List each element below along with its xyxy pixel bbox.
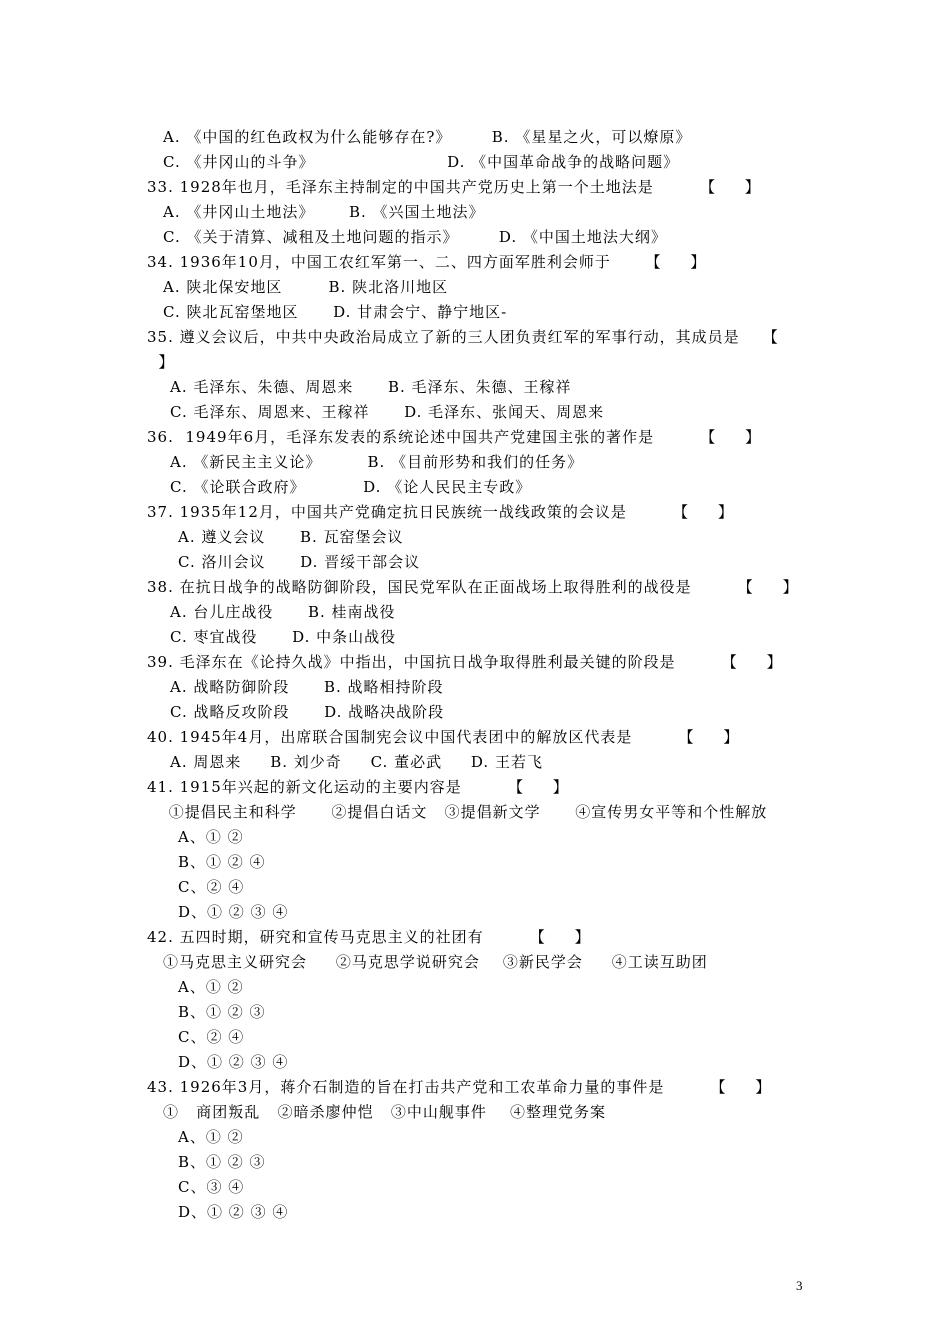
text-line: A. 周恩来 B. 刘少奇 C. 董必武 D. 王若飞 [170, 753, 543, 771]
text-line: C. 毛泽东、周恩来、王稼祥 D. 毛泽东、张闻天、周恩来 [170, 403, 605, 421]
text-line: 39. 毛泽东在《论持久战》中指出，中国抗日战争取得胜利最关键的阶段是 【 】 [147, 653, 783, 671]
text-line: A. 《新民主主义论》 B. 《目前形势和我们的任务》 [170, 453, 584, 471]
text-line: ①马克思主义研究会 ②马克思学说研究会 ③新民学会 ④工读互助团 [163, 953, 708, 971]
text-line: ①提倡民主和科学 ②提倡白话文 ③提倡新文学 ④宣传男女平等和个性解放 [163, 803, 768, 821]
text-line: C、② ④ [178, 878, 245, 896]
text-line: B、① ② ③ [178, 1003, 266, 1021]
text-line: A. 毛泽东、朱德、周恩来 B. 毛泽东、朱德、王稼祥 [170, 378, 572, 396]
page-number: 3 [796, 1278, 803, 1293]
text-line: 43. 1926年3月，蒋介石制造的旨在打击共产党和工农革命力量的事件是 【 】 [147, 1078, 772, 1096]
text-line: 42. 五四时期，研究和宣传马克思主义的社团有 【 】 [147, 928, 591, 946]
text-line: C. 陕北瓦窑堡地区 D. 甘肃会宁、静宁地区- [163, 303, 508, 321]
text-line: 33. 1928年也月，毛泽东主持制定的中国共产党历史上第一个土地法是 【 】 [147, 178, 761, 196]
text-line: ① 商团叛乱 ②暗杀廖仲恺 ③中山舰事件 ④整理党务案 [163, 1103, 606, 1121]
text-line: 41. 1915年兴起的新文化运动的主要内容是 【 】 [147, 778, 569, 796]
text-line: A. 《井冈山土地法》 B. 《兴国土地法》 [163, 203, 485, 221]
text-line: A. 《中国的红色政权为什么能够存在?》 B. 《星星之火，可以燎原》 [163, 128, 692, 146]
text-line: 40. 1945年4月，出席联合国制宪会议中国代表团中的解放区代表是 【 】 [147, 728, 740, 746]
text-line: 】 [147, 353, 175, 371]
text-line: 36. 1949年6月，毛泽东发表的系统论述中国共产党建国主张的著作是 【 】 [147, 428, 762, 446]
text-line: C. 洛川会议 D. 晋绥干部会议 [178, 553, 421, 571]
text-line: B、① ② ④ [178, 853, 266, 871]
text-line: C. 战略反攻阶段 D. 战略决战阶段 [170, 703, 445, 721]
text-line: 38. 在抗日战争的战略防御阶段，国民党军队在正面战场上取得胜利的战役是 【 】 [147, 578, 799, 596]
text-line: A、① ② [178, 828, 244, 846]
text-line: A. 战略防御阶段 B. 战略相持阶段 [170, 678, 444, 696]
text-line: C、③ ④ [178, 1178, 245, 1196]
text-line: D、① ② ③ ④ [178, 1203, 289, 1221]
text-line: 37. 1935年12月，中国共产党确定抗日民族统一战线政策的会议是 【 】 [147, 503, 734, 521]
text-line: B、① ② ③ [178, 1153, 266, 1171]
text-line: C. 枣宜战役 D. 中条山战役 [170, 628, 397, 646]
text-line: A、① ② [178, 978, 244, 996]
text-line: D、① ② ③ ④ [178, 1053, 289, 1071]
text-line: C. 《关于清算、减租及土地问题的指示》 D. 《中国土地法大纲》 [163, 228, 667, 246]
text-line: 34. 1936年10月，中国工农红军第一、二、四方面军胜利会师于 【 】 [147, 253, 707, 271]
text-line: A、① ② [178, 1128, 244, 1146]
text-line: C. 《井冈山的斗争》 D. 《中国革命战争的战略问题》 [163, 153, 680, 171]
text-line: 35. 遵义会议后，中共中央政治局成立了新的三人团负责红军的军事行动，其成员是 【 [147, 328, 779, 346]
text-line: D、① ② ③ ④ [178, 903, 289, 921]
text-line: A. 台儿庄战役 B. 桂南战役 [170, 603, 396, 621]
text-line: C. 《论联合政府》 D. 《论人民民主专政》 [170, 478, 532, 496]
text-line: A. 遵义会议 B. 瓦窑堡会议 [178, 528, 404, 546]
text-line: C、② ④ [178, 1028, 245, 1046]
text-line: A. 陕北保安地区 B. 陕北洛川地区 [163, 278, 449, 296]
